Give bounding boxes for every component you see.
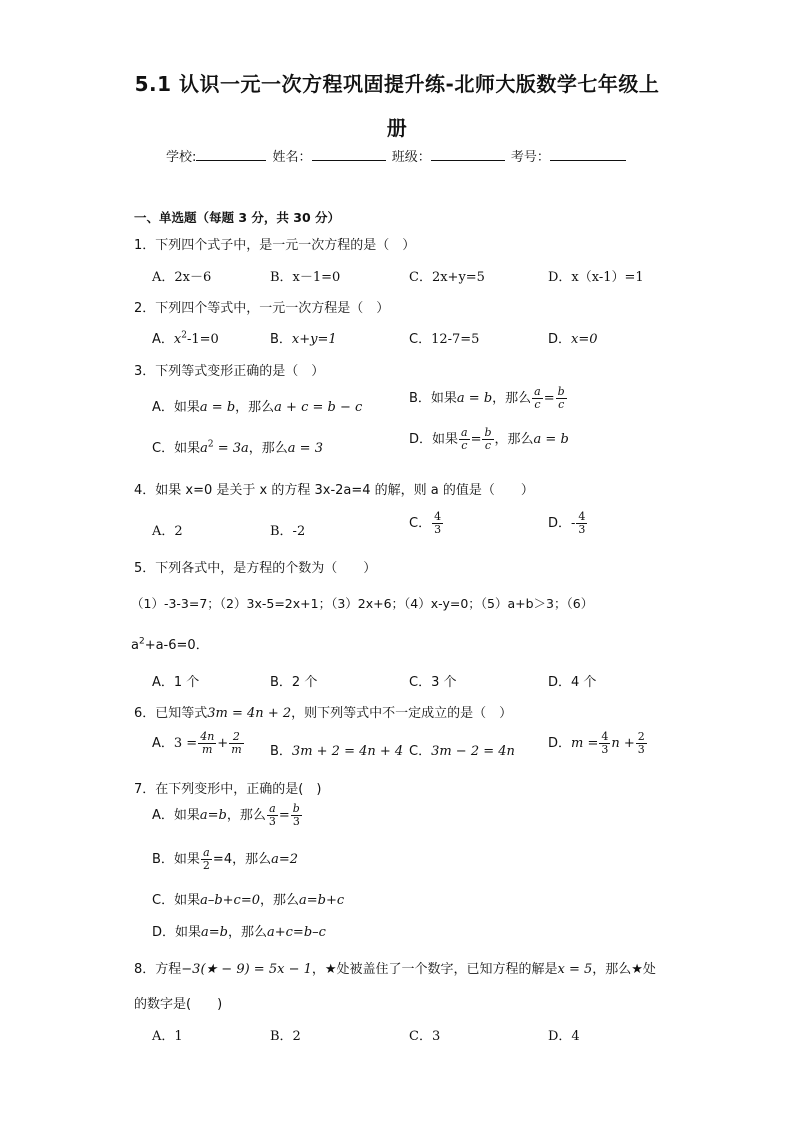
q1-option-c[interactable]: C．2x+y=5 [409,270,485,285]
q2-option-c[interactable]: C．12-7=5 [409,332,480,347]
fraction: $\frac{2}{3}$ [637,730,645,756]
title-line-1: 5.1 认识一元一次方程巩固提升练-北师大版数学七年级上 [134,72,660,96]
q2-option-d[interactable]: D．x=0 [548,332,598,347]
name-blank[interactable] [312,148,386,161]
q1-option-d[interactable]: D．x（x-1）=1 [548,270,644,285]
fraction: $\frac{2}{m}$ [231,730,242,756]
student-info-row [166,146,628,165]
class-label: 班级： [391,150,431,165]
class-blank[interactable] [431,148,505,161]
q6-option-c[interactable]: C．3m − 2 = 4n [409,744,515,759]
q5-option-c[interactable]: C．3 个 [409,675,457,690]
number-blank[interactable] [550,148,626,161]
q7-option-a[interactable]: A．如果a=b，那么 $\frac{a}{3}$ = $\frac{b}{3}$ [152,802,300,828]
question-2-stem: 2．下列四个等式中，一元一次方程是（ ） [134,301,390,316]
q7-option-d[interactable]: D．如果a=b，那么a+c=b–c [152,925,326,940]
q5-option-b[interactable]: B．2 个 [270,675,318,690]
question-4-stem: 4．如果 x=0 是关于 x 的方程 3x-2a=4 的解，则 a 的值是（ ） [134,483,534,498]
question-5-stem: 5．下列各式中，是方程的个数为（ ） [134,561,377,576]
name-label: 姓名： [272,150,312,165]
q3-option-a[interactable]: A．如果a = b，那么a + c = b − c [152,400,363,415]
fraction: $\frac{4}{3}$ [434,510,442,536]
q3-option-b[interactable]: B．如果a = b，那么 $\frac{a}{c}$ = $\frac{b}{c}$ [409,385,565,411]
q5-option-d[interactable]: D．4 个 [548,675,597,690]
q5-option-a[interactable]: A．1 个 [152,675,200,690]
fraction: $\frac{a}{2}$ [202,846,210,872]
q1-option-a[interactable]: A．2x－6 [152,270,212,285]
section-heading: 一、单选题（每题 3 分，共 30 分） [134,210,341,225]
question-5-line-2: $a^2+a-6=0$． [131,636,209,653]
fraction: $\frac{b}{c}$ [484,426,492,452]
q6-option-a[interactable]: A．3 = $\frac{4n}{m}$ + $\frac{2}{m}$ [152,730,242,756]
q8-option-d[interactable]: D．4 [548,1029,580,1044]
fraction: $\frac{a}{c}$ [461,426,468,452]
school-blank[interactable] [196,148,266,161]
question-7-stem: 7．在下列变形中，正确的是( ) [134,782,322,797]
q4-option-d[interactable]: D．- $\frac{4}{3}$ [548,510,586,536]
fraction: $\frac{b}{3}$ [292,802,300,828]
q8-option-b[interactable]: B．2 [270,1029,301,1044]
fraction: $\frac{b}{c}$ [557,385,565,411]
fraction: $\frac{a}{c}$ [534,385,541,411]
q8-option-a[interactable]: A．1 [152,1029,183,1044]
q7-option-b[interactable]: B．如果 $\frac{a}{2}$ =4，那么a=2 [152,846,299,872]
q6-option-b[interactable]: B．3m + 2 = 4n + 4 [270,744,404,759]
number-label: 考号： [510,150,550,165]
question-8-line-2: 的数字是( ) [134,997,223,1012]
q2-option-a[interactable]: A．$x^2-1=0$ [152,330,219,347]
q1-option-b[interactable]: B．x－1=0 [270,270,341,285]
q6-option-d[interactable]: D．m = $\frac{4}{3}$ n + $\frac{2}{3}$ [548,730,645,756]
question-3-stem: 3．下列等式变形正确的是（ ） [134,364,325,379]
q8-option-c[interactable]: C．3 [409,1029,441,1044]
fraction: $\frac{4}{3}$ [578,510,586,536]
question-5-line-1: （1）-3-3=7；（2）3x-5=2x+1；（3）2x+6；（4）x-y=0；（5）a+b＞3；（6） [131,596,594,611]
q2-option-b[interactable]: B．x+y=1 [270,332,337,347]
question-1-stem: 1．下列四个式子中，是一元一次方程的是（ ） [134,238,416,253]
q7-option-c[interactable]: C．如果a–b+c=0，那么a=b+c [152,893,345,908]
fraction: $\frac{4}{3}$ [601,730,609,756]
title-line-2: 册 [386,116,408,140]
question-8-stem: 8．方程−3(★ − 9) = 5x − 1，★处被盖住了一个数字，已知方程的解是x = 5，那么★处 [134,962,656,977]
school-label: 学校: [166,150,197,165]
q3-option-d[interactable]: D．如果 $\frac{a}{c}$ = $\frac{b}{c}$ ，那么a = b [409,426,569,452]
question-6-stem: 6．已知等式3m = 4n + 2，则下列等式中不一定成立的是（ ） [134,706,513,721]
q4-option-a[interactable]: A．2 [152,524,183,539]
fraction: $\frac{4n}{m}$ [200,730,215,756]
q3-option-c[interactable]: C．如果$a^2 = 3a$，那么a = 3 [152,439,323,456]
q4-option-b[interactable]: B．-2 [270,524,306,539]
fraction: $\frac{a}{3}$ [268,802,276,828]
q4-option-c[interactable]: C． $\frac{4}{3}$ [409,510,442,536]
